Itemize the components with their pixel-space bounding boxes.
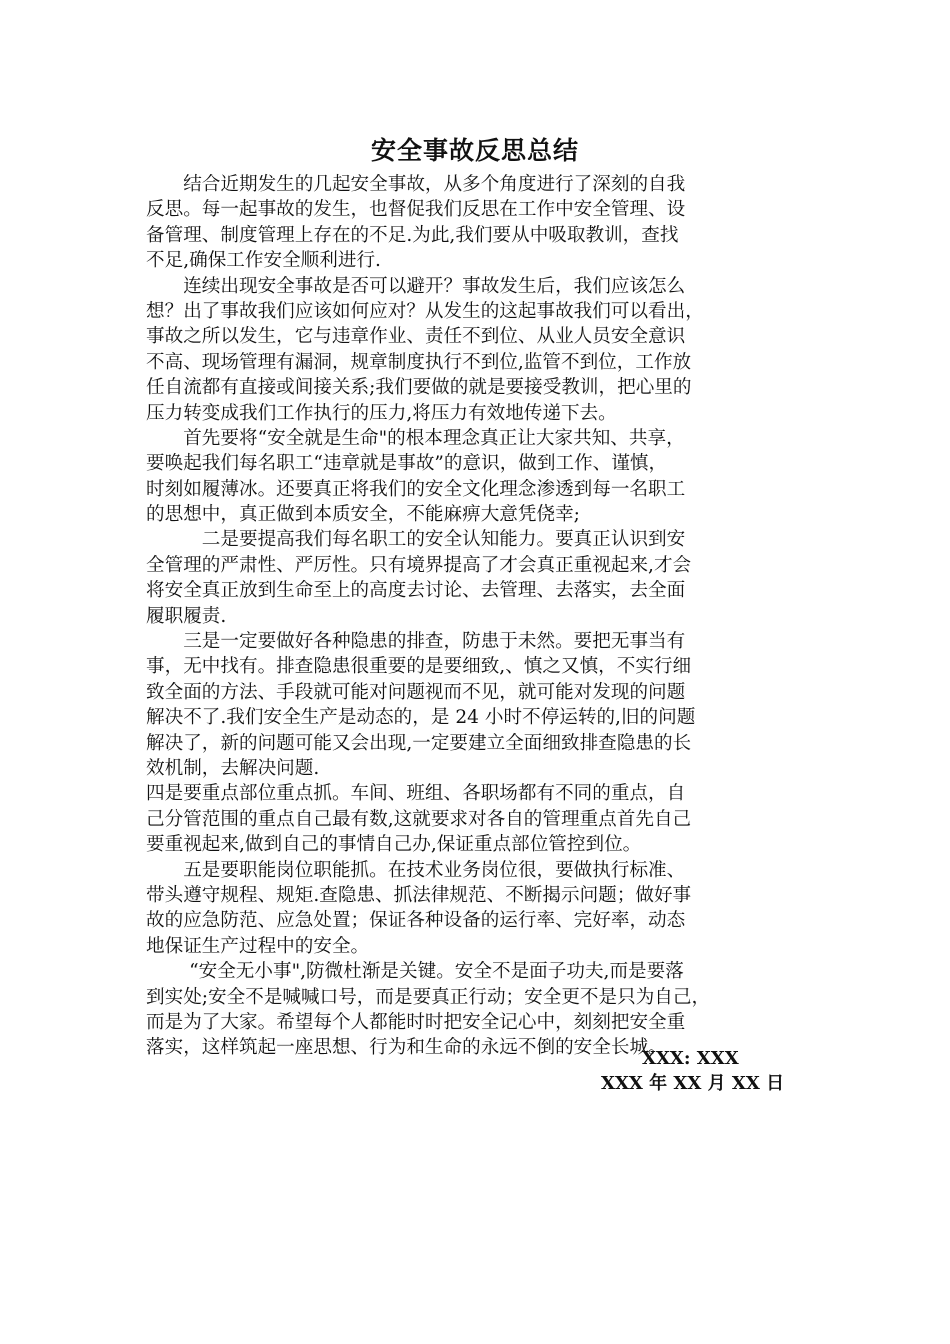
date-line: XXX 年 XX 月 XX 日 xyxy=(601,1073,785,1094)
body-line: 二是要提高我们每名职工的安全认知能力。要真正认识到安 xyxy=(146,529,686,551)
body-line: 五是要职能岗位职能抓。在技术业务岗位很，要做执行标准、 xyxy=(146,859,686,881)
body-line: 三是一定要做好各种隐患的排查，防患于未然。要把无事当有 xyxy=(146,631,686,653)
body-line: 想？出了事故我们应该如何应对？从发生的这起事故我们可以看出， xyxy=(146,300,704,322)
body-line: 致全面的方法、手段就可能对问题视而不见，就可能对发现的问题 xyxy=(146,681,686,703)
document-title: 安全事故反思总结 xyxy=(370,136,579,165)
body-line: 履职履责. xyxy=(146,605,227,627)
body-line: 到实处;安全不是喊喊口号，而是要真正行动；安全更不是只为自己， xyxy=(146,986,711,1008)
body-line: 要唤起我们每名职工“违章就是事故”的意识，做到工作、谨慎， xyxy=(146,453,668,475)
body-line: 要重视起来,做到自己的事情自己办,保证重点部位管控到位。 xyxy=(146,834,642,856)
body-line: 效机制，去解决问题. xyxy=(146,757,320,779)
body-line: 时刻如履薄冰。还要真正将我们的安全文化理念渗透到每一名职工 xyxy=(146,478,686,500)
body-line: 反思。每一起事故的发生，也督促我们反思在工作中安全管理、设 xyxy=(146,199,686,221)
document-body xyxy=(146,172,810,1061)
body-line: 带头遵守规程、规矩.查隐患、抓法律规范、不断揭示问题；做好事 xyxy=(146,884,692,906)
body-line: 将安全真正放到生命至上的高度去讨论、去管理、去落实，去全面 xyxy=(146,580,686,602)
body-line: 四是要重点部位重点抓。车间、班组、各职场都有不同的重点，自 xyxy=(146,783,686,805)
body-line: 地保证生产过程中的安全。 xyxy=(146,935,370,957)
body-line: 事故之所以发生，它与违章作业、责任不到位、从业人员安全意识 xyxy=(146,326,686,348)
signature-line: XXX: XXX xyxy=(642,1048,739,1069)
body-line: 事，无中找有。排查隐患很重要的是要细致,、慎之又慎，不实行细 xyxy=(146,656,692,678)
body-line: 任自流都有直接或间接关系;我们要做的就是要接受教训，把心里的 xyxy=(146,377,692,399)
body-line: 结合近期发生的几起安全事故，从多个角度进行了深刻的自我 xyxy=(146,174,686,195)
body-line: 连续出现安全事故是否可以避开？事故发生后，我们应该怎么 xyxy=(146,275,686,297)
body-line: 落实，这样筑起一座思想、行为和生命的永远不倒的安全长城。 xyxy=(146,1037,667,1059)
body-line: 备管理、制度管理上存在的不足.为此,我们要从中吸取教训，查找 xyxy=(146,224,679,246)
body-line: 解决了，新的问题可能又会出现,一定要建立全面细致排查隐患的长 xyxy=(146,732,692,754)
body-line: 解决不了.我们安全生产是动态的，是 24 小时不停运转的,旧的问题 xyxy=(146,707,696,729)
body-line: 故的应急防范、应急处置；保证各种设备的运行率、完好率，动态 xyxy=(146,910,686,932)
body-line: 己分管范围的重点自己最有数,这就要求对各自的管理重点首先自己 xyxy=(146,808,692,830)
body-line: 首先要将“安全就是生命"的根本理念真正让大家共知、共享， xyxy=(146,427,685,449)
body-line: “安全无小事",防微杜渐是关键。安全不是面子功夫,而是要落 xyxy=(146,961,684,983)
body-line: 而是为了大家。希望每个人都能时时把安全记心中，刻刻把安全重 xyxy=(146,1011,686,1033)
body-line: 全管理的严肃性、严厉性。只有境界提高了才会真正重视起来,才会 xyxy=(146,554,692,576)
body-line: 不高、现场管理有漏洞，规章制度执行不到位,监管不到位，工作放 xyxy=(146,351,692,373)
body-line: 不足,确保工作安全顺利进行. xyxy=(146,250,381,272)
body-line: 压力转变成我们工作执行的压力,将压力有效地传递下去。 xyxy=(146,402,617,424)
body-line: 的思想中，真正做到本质安全，不能麻痹大意凭侥幸; xyxy=(146,504,580,526)
